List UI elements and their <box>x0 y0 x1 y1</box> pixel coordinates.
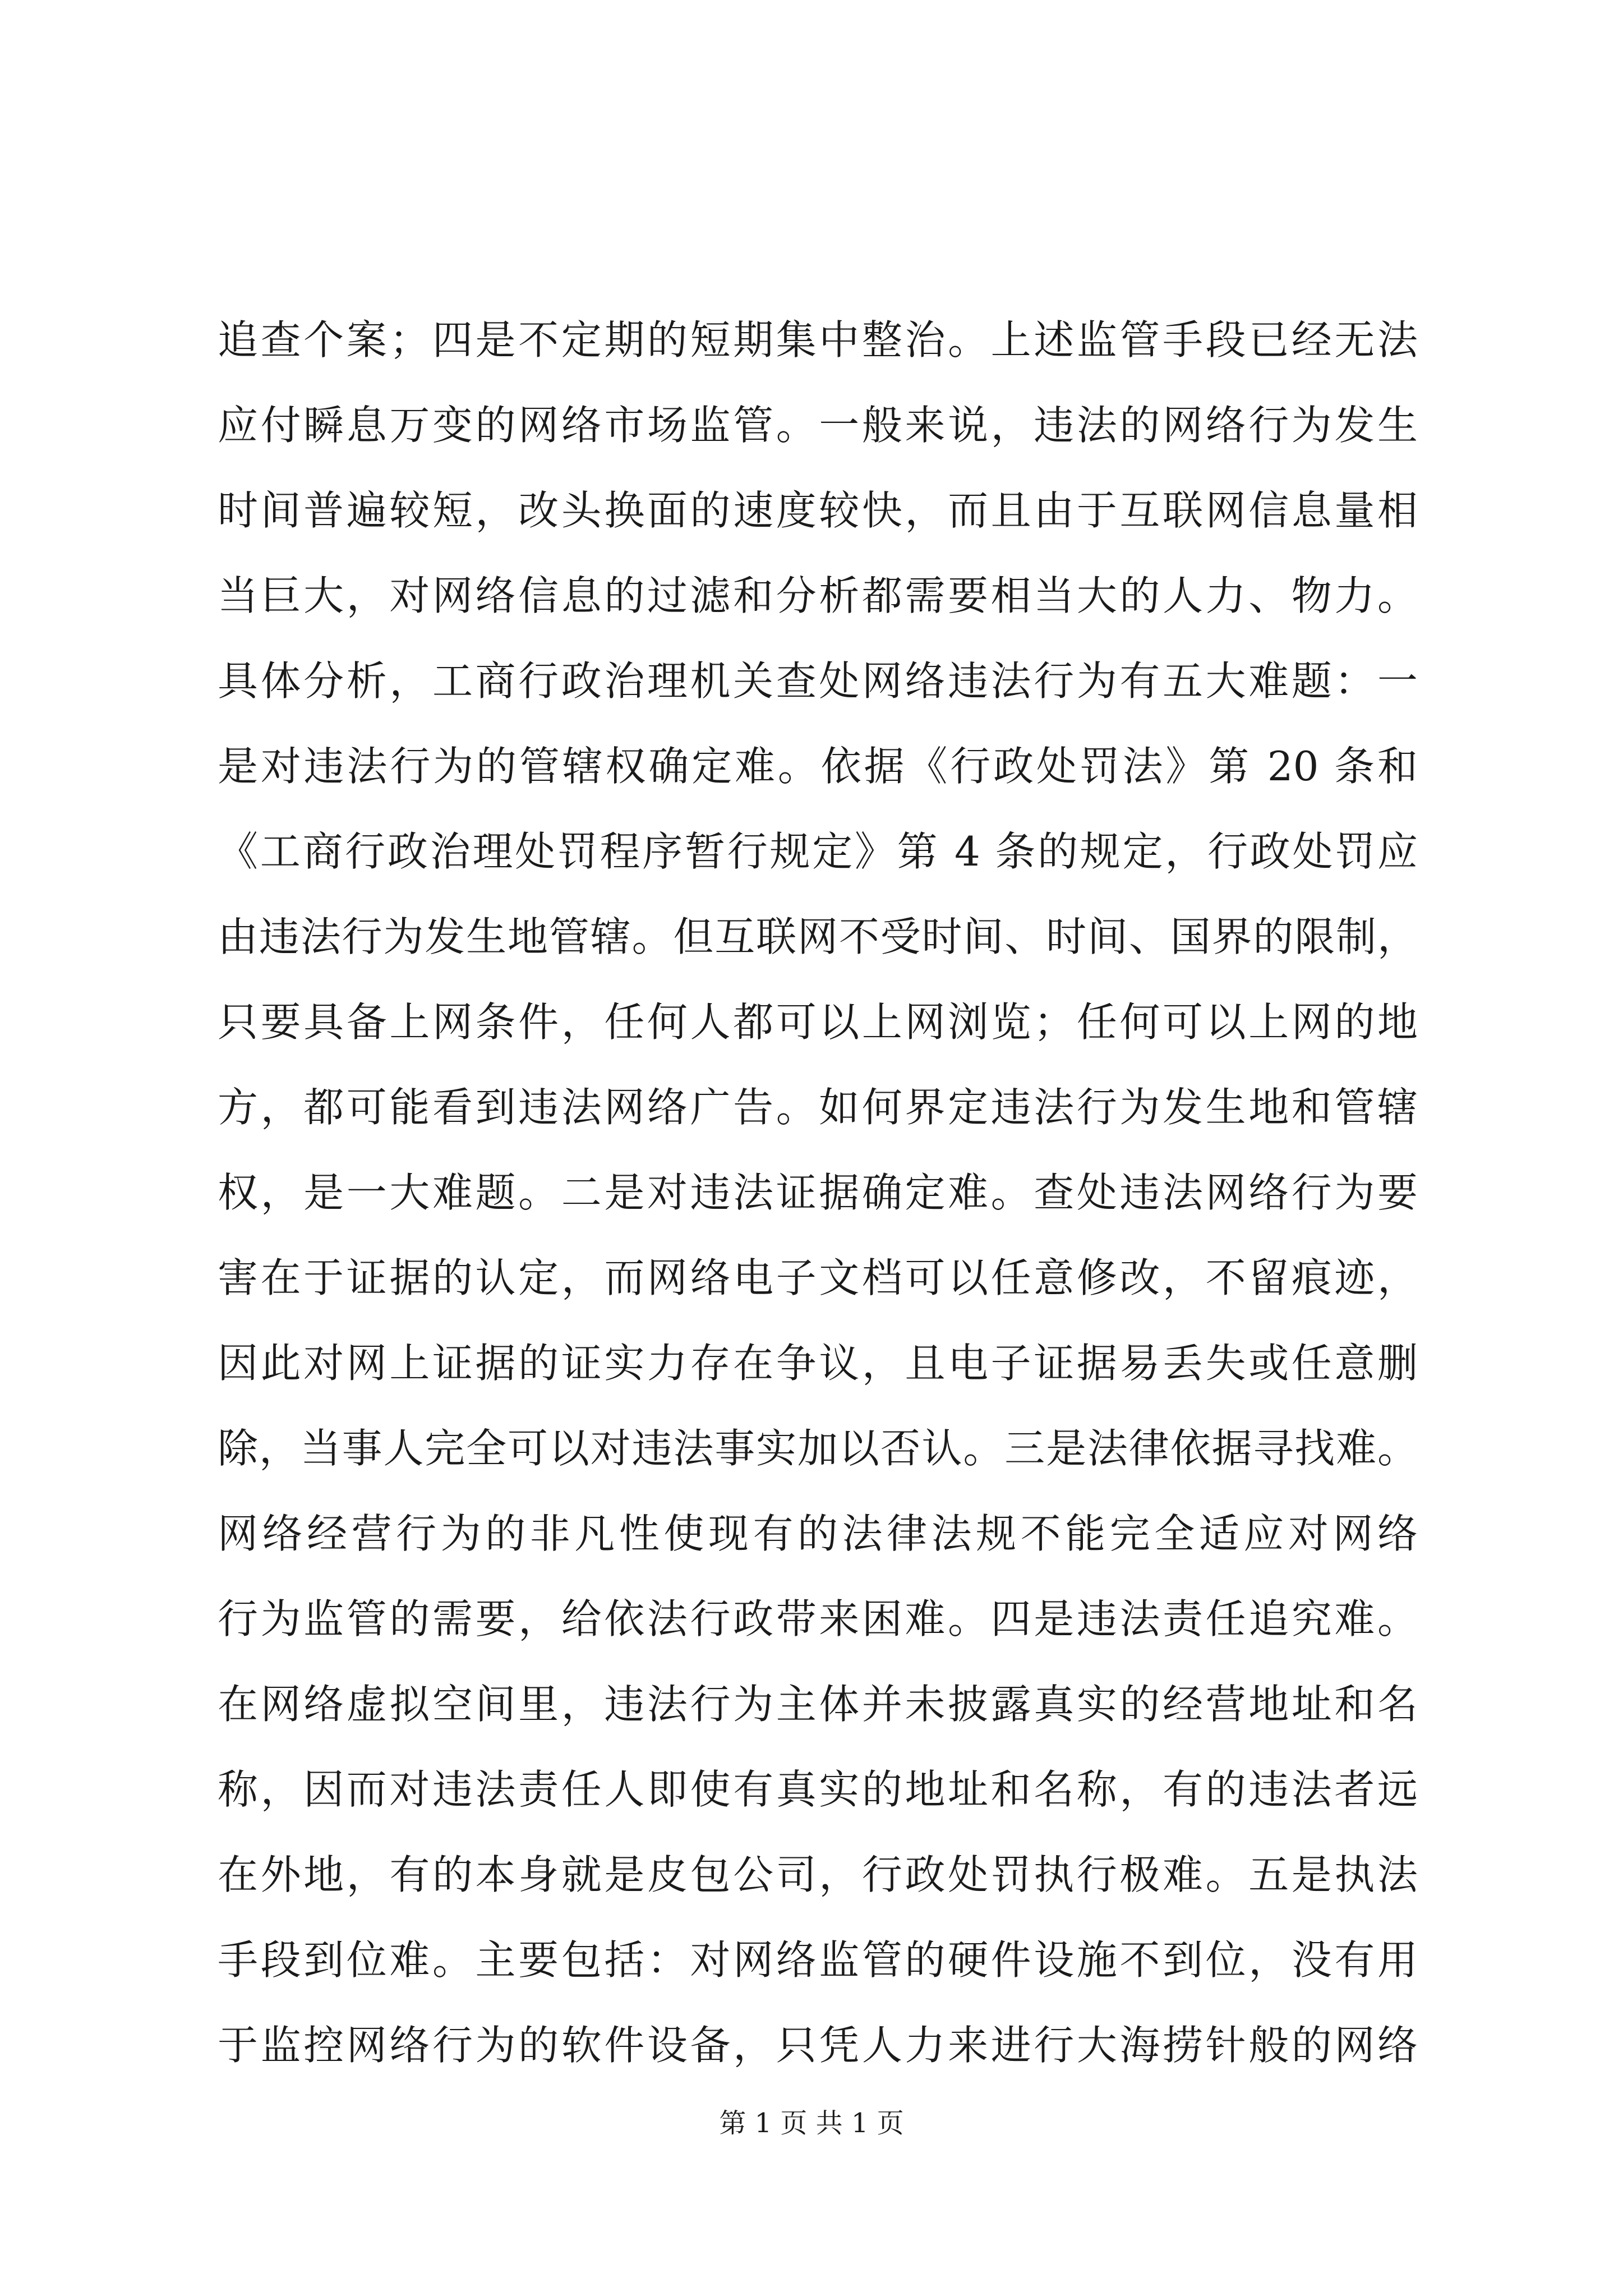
text-line: 在外地，有的本身就是皮包公司，行政处罚执行极难。五是执法 <box>218 1851 1418 1898</box>
text-line: 除，当事人完全可以对违法事实加以否认。三是法律依据寻找难。 <box>218 1425 1418 1472</box>
text-line: 害在于证据的认定，而网络电子文档可以任意修改，不留痕迹， <box>218 1254 1418 1301</box>
document-body <box>218 297 1418 2088</box>
text-line: 《工商行政治理处罚程序暂行规定》第 4 条的规定，行政处罚应 <box>218 828 1418 875</box>
text-line: 只要具备上网条件，任何人都可以上网浏览；任何可以上网的地 <box>218 999 1418 1046</box>
text-line: 行为监管的需要，给依法行政带来困难。四是违法责任追究难。 <box>218 1595 1418 1642</box>
text-line: 当巨大，对网络信息的过滤和分析都需要相当大的人力、物力。 <box>218 572 1418 619</box>
text-line: 手段到位难。主要包括：对网络监管的硬件设施不到位，没有用 <box>218 1936 1418 1984</box>
text-line: 在网络虚拟空间里，违法行为主体并未披露真实的经营地址和名 <box>218 1681 1418 1728</box>
text-line: 应付瞬息万变的网络市场监管。一般来说，违法的网络行为发生 <box>218 402 1418 449</box>
page-footer <box>0 2106 1623 2140</box>
text-line: 是对违法行为的管辖权确定难。依据《行政处罚法》第 20 条和 <box>218 743 1418 790</box>
text-line: 由违法行为发生地管辖。但互联网不受时间、时间、国界的限制， <box>218 913 1418 960</box>
text-line: 因此对网上证据的证实力存在争议，且电子证据易丢失或任意删 <box>218 1340 1418 1387</box>
text-line: 网络经营行为的非凡性使现有的法律法规不能完全适应对网络 <box>218 1510 1418 1557</box>
text-line: 追查个案；四是不定期的短期集中整治。上述监管手段已经无法 <box>218 316 1418 364</box>
text-line: 权，是一大难题。二是对违法证据确定难。查处违法网络行为要 <box>218 1169 1418 1216</box>
page-number-label: 第 1 页 共 1 页 <box>719 2108 904 2139</box>
text-line: 方，都可能看到违法网络广告。如何界定违法行为发生地和管辖 <box>218 1084 1418 1131</box>
text-line: 时间普遍较短，改头换面的速度较快，而且由于互联网信息量相 <box>218 487 1418 534</box>
text-line: 称，因而对违法责任人即使有真实的地址和名称，有的违法者远 <box>218 1766 1418 1813</box>
text-line: 于监控网络行为的软件设备，只凭人力来进行大海捞针般的网络 <box>218 2022 1418 2069</box>
text-line: 具体分析，工商行政治理机关查处网络违法行为有五大难题：一 <box>218 657 1418 705</box>
